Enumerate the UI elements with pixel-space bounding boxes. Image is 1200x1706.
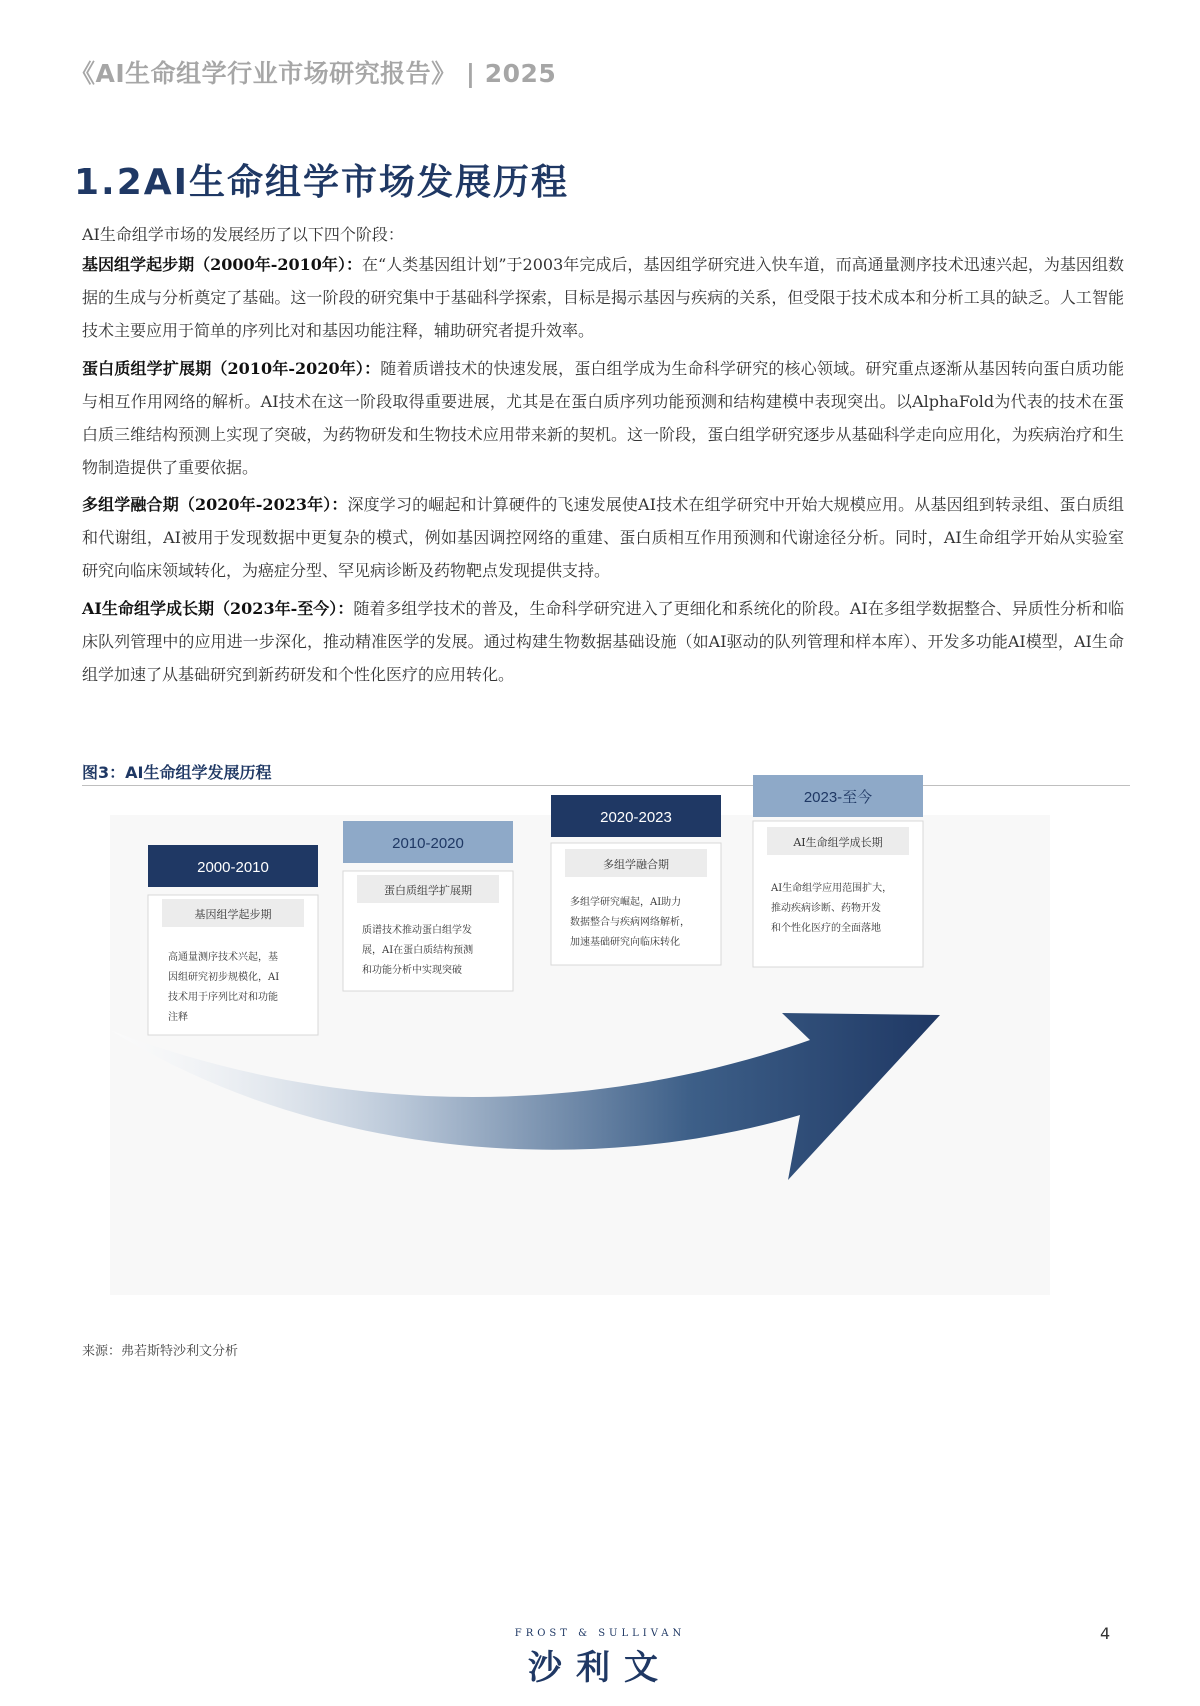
stage-desc-line: 加速基础研究向临床转化 bbox=[570, 937, 680, 948]
stage-name: 基因组学起步期 bbox=[194, 908, 272, 921]
stage-desc-line: 数据整合与疾病网络解析， bbox=[570, 917, 690, 928]
stage-name: AI生命组学成长期 bbox=[793, 836, 883, 849]
stage-paragraph-proteomics bbox=[82, 352, 1124, 484]
stage-desc-line: 高通量测序技术兴起，基 bbox=[168, 952, 278, 963]
stage-text: 深度学习的崛起和计算硬件的飞速发展使AI技术在组学研究中开始大规模应用。从基因组到转录组、蛋白质组和代谢组，AI被用于发现数据中更复杂的模式，例如基因调控网络的重建、蛋白质相互作用预测和代谢途径分析。同时，AI生命组学开始从实验室研究向临床领域转化，为癌症分型、罕见病诊断及药物靶点发现提供支持。 bbox=[82, 495, 1124, 580]
stage-desc-line: 和个性化医疗的全面落地 bbox=[771, 923, 881, 934]
brand-logo-en: FROST & SULLIVAN bbox=[514, 1628, 686, 1639]
stage-name: 多组学融合期 bbox=[603, 858, 669, 871]
stage-desc-line: 质谱技术推动蛋白组学发 bbox=[362, 925, 472, 936]
figure-source: 来源：弗若斯特沙利文分析 bbox=[82, 1344, 239, 1359]
timeline-diagram bbox=[110, 789, 1050, 1295]
stage-desc-line: 展，AI在蛋白质结构预测 bbox=[362, 945, 474, 956]
stage-desc-line: 因组研究初步规模化，AI bbox=[168, 972, 280, 983]
stage-desc-line: 技术用于序列比对和功能 bbox=[168, 992, 278, 1003]
stage-term: 基因组学起步期（2000年-2010年）： bbox=[82, 255, 362, 274]
stage-desc-line: 和功能分析中实现突破 bbox=[362, 965, 462, 976]
growth-arrow bbox=[110, 1013, 940, 1180]
stage-term: 多组学融合期（2020年-2023年）： bbox=[82, 495, 348, 514]
stage-years: 2000-2010 bbox=[197, 859, 269, 876]
running-header: 《AI生命组学行业市场研究报告》 | 2025 bbox=[70, 59, 557, 88]
stage-card-2010-2020 bbox=[343, 821, 513, 991]
stage-card-2000-2010 bbox=[148, 845, 318, 1035]
stage-desc-line: 推动疾病诊断、药物开发 bbox=[771, 903, 881, 914]
stage-years: 2020-2023 bbox=[600, 809, 672, 826]
stage-years: 2010-2020 bbox=[392, 835, 464, 852]
timeline-figure bbox=[110, 789, 1050, 1295]
stage-paragraph-ai-lifeomics bbox=[82, 592, 1124, 691]
stage-desc-line: AI生命组学应用范围扩大， bbox=[771, 883, 893, 894]
figure-caption: 图3：AI生命组学发展历程 bbox=[82, 763, 272, 782]
stage-text: 随着多组学技术的普及，生命科学研究进入了更细化和系统化的阶段。AI在多组学数据整合、异质性分析和临床队列管理中的应用进一步深化，推动精准医学的发展。通过构建生物数据基础设施（如AI驱动的队列管理和样本库）、开发多功能AI模型，AI生命组学加速了从基础研究到新药研发和个性化医疗的应用转化。 bbox=[82, 599, 1124, 684]
stage-paragraph-genomics bbox=[82, 248, 1124, 347]
stage-card-2020-2023 bbox=[551, 795, 721, 965]
stage-text: 在“人类基因组计划”于2003年完成后，基因组学研究进入快车道，而高通量测序技术迅速兴起，为基因组数据的生成与分析奠定了基础。这一阶段的研究集中于基础科学探索，目标是揭示基因与疾病的关系，但受限于技术成本和分析工具的缺乏。人工智能技术主要应用于简单的序列比对和基因功能注释，辅助研究者提升效率。 bbox=[82, 255, 1124, 340]
page-number: 4 bbox=[1100, 1624, 1111, 1643]
stage-card-2023-now bbox=[753, 775, 923, 967]
brand-logo-cn: 沙利文 bbox=[528, 1648, 672, 1688]
stage-term: 蛋白质组学扩展期（2010年-2020年）： bbox=[82, 359, 381, 378]
stage-name: 蛋白质组学扩展期 bbox=[384, 884, 472, 897]
stage-desc-line: 多组学研究崛起，AI助力 bbox=[570, 897, 682, 908]
figure-divider bbox=[82, 785, 1130, 786]
stage-paragraph-multiomics bbox=[82, 488, 1124, 587]
section-title: 1.2AI生命组学市场发展历程 bbox=[74, 162, 570, 203]
stage-years: 2023-至今 bbox=[803, 789, 873, 806]
section-intro: AI生命组学市场的发展经历了以下四个阶段： bbox=[82, 225, 404, 244]
stage-term: AI生命组学成长期（2023年-至今）： bbox=[82, 599, 354, 618]
stage-text: 随着质谱技术的快速发展，蛋白组学成为生命科学研究的核心领域。研究重点逐渐从基因转向蛋白质功能与相互作用网络的解析。AI技术在这一阶段取得重要进展，尤其是在蛋白质序列功能预测和结构建模中表现突出。以AlphaFold为代表的技术在蛋白质三维结构预测上实现了突破，为药物研发和生物技术应用带来新的契机。这一阶段，蛋白组学研究逐步从基础科学走向应用化，为疾病治疗和生物制造提供了重要依据。 bbox=[82, 359, 1124, 477]
stage-desc-line: 注释 bbox=[168, 1012, 188, 1023]
